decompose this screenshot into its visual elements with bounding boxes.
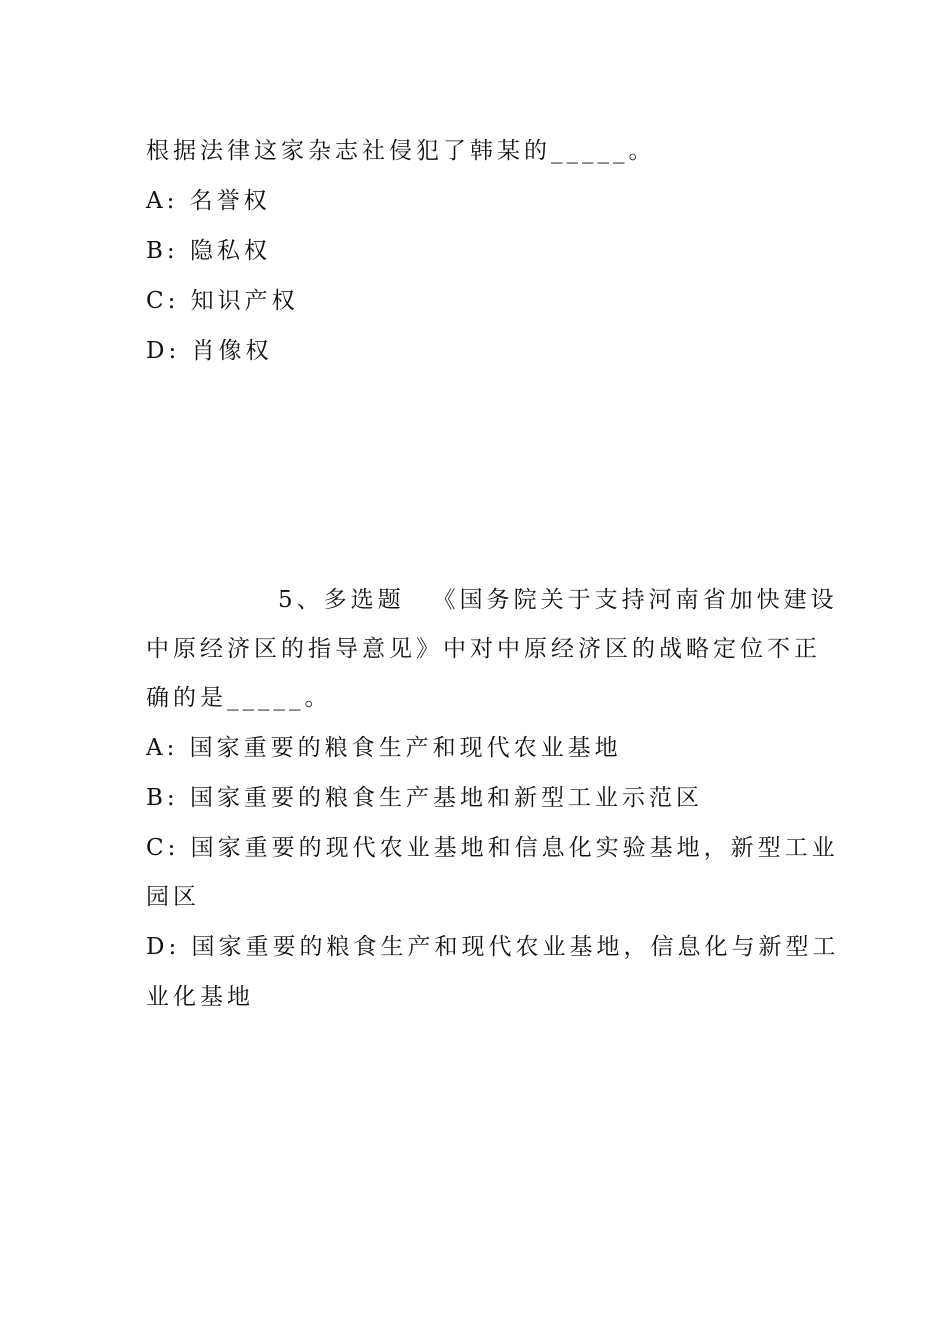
option-letter: A: <box>146 188 179 214</box>
question-number: 5、多选题 <box>278 587 405 613</box>
option-text: 国家重要的粮食生产和现代农业基地 <box>189 735 622 761</box>
option-text: 国家重要的粮食生产和现代农业基地，信息化与新型工 <box>191 934 840 960</box>
question-stem <box>146 136 656 166</box>
question-stem-line1: 《国务院关于支持河南省加快建设 <box>432 587 838 613</box>
option-c <box>146 286 299 316</box>
option-text: 知识产权 <box>190 288 299 314</box>
option-c <box>146 833 839 863</box>
option-letter: B: <box>146 785 179 811</box>
option-a <box>146 733 622 763</box>
question-stem-line3: 确的是_____。 <box>146 685 332 711</box>
option-letter: A: <box>146 735 179 761</box>
option-letter: D: <box>146 934 181 960</box>
option-text: 隐私权 <box>189 238 271 264</box>
option-text: 国家重要的粮食生产基地和新型工业示范区 <box>189 785 703 811</box>
option-text: 名誉权 <box>189 188 271 214</box>
option-letter: C: <box>146 288 180 314</box>
option-letter: C: <box>146 835 180 861</box>
option-b <box>146 236 271 266</box>
question-stem-line2: 中原经济区的指导意见》中对中原经济区的战略定位不正 <box>146 636 821 662</box>
option-text: 国家重要的现代农业基地和信息化实验基地，新型工业 <box>190 835 839 861</box>
option-text: 肖像权 <box>191 338 273 364</box>
option-d <box>146 932 840 962</box>
option-c-continued: 园区 <box>146 884 200 910</box>
option-letter: B: <box>146 238 179 264</box>
option-d-continued: 业化基地 <box>146 984 254 1010</box>
question-stem-text: 根据法律这家杂志社侵犯了韩某的_____。 <box>146 138 656 164</box>
option-letter: D: <box>146 338 181 364</box>
option-a <box>146 186 271 216</box>
option-b <box>146 783 703 813</box>
option-d <box>146 336 273 366</box>
question-5-header <box>278 585 838 615</box>
